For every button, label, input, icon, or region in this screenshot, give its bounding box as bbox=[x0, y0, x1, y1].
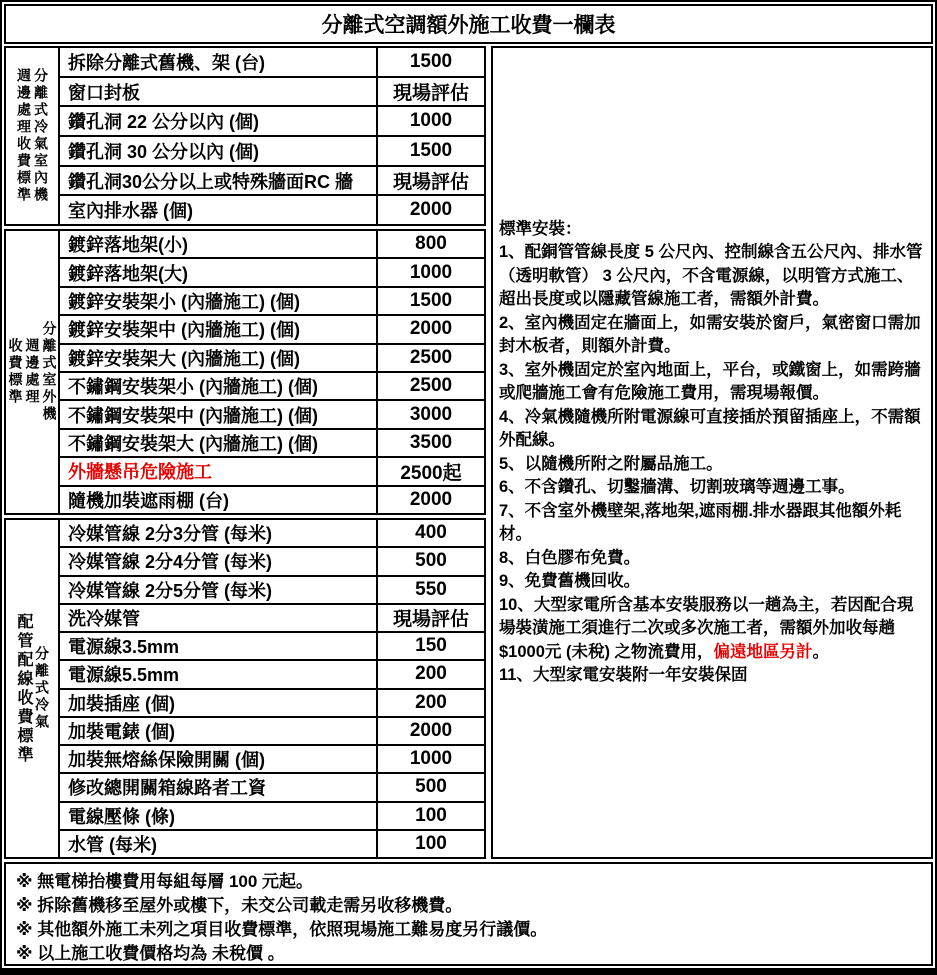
item-name-cell: 電源線5.5mm bbox=[60, 661, 378, 687]
fee-tables bbox=[4, 46, 486, 859]
item-name-cell: 水管 (每米) bbox=[60, 831, 378, 857]
note-segment: 10、大型家電所含基本安裝服務以一趟為主，若因配合現場裝潢施工須進行二次或多次施工者，需額外加收每趟 $1000元 (未稅) 之物流費用， bbox=[499, 595, 914, 661]
table-row bbox=[60, 137, 484, 167]
section-label-text-left: 配管配線收費標準 bbox=[15, 612, 32, 765]
item-name-cell: 冷媒管線 2分4分管 (每米) bbox=[60, 548, 378, 574]
notes-heading: 標準安裝： bbox=[499, 219, 582, 238]
price-cell: 2000 bbox=[409, 318, 453, 340]
footnote-line: ※ 其他額外施工未列之項目收費標準，依照現場施工難易度另行議價。 bbox=[16, 920, 548, 939]
table-row bbox=[60, 690, 484, 718]
section-label bbox=[6, 48, 60, 224]
item-name-cell: 加裝插座 (個) bbox=[60, 690, 378, 716]
price-cell: 500 bbox=[415, 550, 447, 572]
table-row bbox=[60, 548, 484, 576]
note-segment: 8、白色膠布免費。 bbox=[499, 548, 641, 567]
table-row bbox=[60, 78, 484, 108]
item-name-cell: 鍍鋅落地架(小) bbox=[60, 231, 378, 257]
price-cell: 2500 bbox=[409, 375, 453, 397]
item-name-cell: 鑽孔洞 22 公分以內 (個) bbox=[60, 107, 378, 135]
table-row bbox=[60, 458, 484, 486]
price-cell: 1000 bbox=[409, 110, 453, 132]
table-row bbox=[60, 288, 484, 316]
table-row bbox=[60, 577, 484, 605]
price-cell: 2500 bbox=[409, 346, 453, 368]
table-row bbox=[60, 605, 484, 633]
price-cell: 500 bbox=[415, 776, 447, 798]
price-cell: 2000 bbox=[409, 488, 453, 510]
price-cell: 現場評估 bbox=[392, 172, 469, 194]
price-cell: 150 bbox=[415, 635, 447, 657]
price-cell: 1500 bbox=[409, 139, 453, 161]
table-row bbox=[60, 345, 484, 373]
item-name-cell: 外牆懸吊危險施工 bbox=[60, 458, 378, 484]
item-name-cell: 鍍鋅安裝架中 (內牆施工) (個) bbox=[60, 316, 378, 342]
footnote-line: ※ 無電梯抬樓費用每組每層 100 元起。 bbox=[16, 872, 314, 891]
section-label-text: 分離式冷氣室內機 週邊處理收費標準 bbox=[16, 68, 49, 204]
price-cell: 現場評估 bbox=[392, 609, 469, 631]
table-row bbox=[60, 746, 484, 774]
fee-section-2 bbox=[4, 229, 486, 515]
price-cell: 1500 bbox=[409, 290, 453, 312]
table-row bbox=[60, 48, 484, 78]
table-row bbox=[60, 718, 484, 746]
section-rows bbox=[60, 48, 484, 224]
note-segment: 偏遠地區另計 bbox=[713, 642, 813, 661]
table-row bbox=[60, 831, 484, 857]
footnote-line: ※ 以上施工收費價格均為 未稅價 。 bbox=[16, 944, 285, 963]
price-cell: 100 bbox=[415, 832, 447, 854]
price-cell: 1500 bbox=[409, 50, 453, 72]
item-name-cell: 鑽孔洞30公分以上或特殊牆面RC 牆 bbox=[60, 167, 378, 195]
note-line bbox=[499, 241, 925, 312]
note-line bbox=[499, 406, 925, 453]
main-area bbox=[4, 46, 933, 859]
table-row bbox=[60, 430, 484, 458]
item-name-cell: 洗冷媒管 bbox=[60, 605, 378, 631]
note-segment: 4、冷氣機隨機所附電源線可直接插於預留插座上，不需額外配線。 bbox=[499, 407, 921, 449]
price-cell: 2000 bbox=[409, 199, 453, 221]
item-name-cell: 窗口封板 bbox=[60, 78, 378, 106]
price-cell: 1000 bbox=[409, 261, 453, 283]
item-name-cell: 不鏽鋼安裝架小 (內牆施工) (個) bbox=[60, 373, 378, 399]
item-name-cell: 拆除分離式舊機、架 (台) bbox=[60, 48, 378, 76]
item-name-cell: 冷媒管線 2分5分管 (每米) bbox=[60, 577, 378, 603]
item-name-cell: 加裝無熔絲保險開關 (個) bbox=[60, 746, 378, 772]
price-cell: 800 bbox=[415, 233, 447, 255]
item-name-cell: 不鏽鋼安裝架中 (內牆施工) (個) bbox=[60, 401, 378, 427]
note-line bbox=[499, 547, 925, 571]
price-cell: 200 bbox=[415, 663, 447, 685]
table-row bbox=[60, 259, 484, 287]
note-line bbox=[499, 359, 925, 406]
note-line bbox=[499, 312, 925, 359]
item-name-cell: 鍍鋅安裝架小 (內牆施工) (個) bbox=[60, 288, 378, 314]
section-label bbox=[6, 231, 60, 513]
item-name-cell: 鍍鋅落地架(大) bbox=[60, 259, 378, 285]
table-row bbox=[60, 661, 484, 689]
item-name-cell: 修改總開關箱線路者工資 bbox=[60, 774, 378, 800]
note-segment: 5、以隨機所附之附屬品施工。 bbox=[499, 454, 723, 473]
price-cell: 550 bbox=[415, 578, 447, 600]
section-label-text-right: 分離式冷氣 bbox=[34, 646, 50, 731]
section-rows bbox=[60, 520, 484, 857]
page-title: 分離式空調額外施工收費一欄表 bbox=[4, 4, 933, 44]
note-segment: 2、室內機固定在牆面上，如需安裝於窗戶，氣密窗口需加封木板者，則額外計費。 bbox=[499, 313, 921, 355]
note-segment: 9、免費舊機回收。 bbox=[499, 572, 641, 590]
note-line bbox=[499, 594, 925, 665]
price-cell: 1000 bbox=[409, 748, 453, 770]
item-name-cell: 加裝電錶 (個) bbox=[60, 718, 378, 744]
table-row bbox=[60, 107, 484, 137]
section-rows bbox=[60, 231, 484, 513]
table-row bbox=[60, 231, 484, 259]
item-name-cell: 冷媒管線 2分3分管 (每米) bbox=[60, 520, 378, 546]
price-cell: 3000 bbox=[409, 403, 453, 425]
price-cell: 2000 bbox=[409, 719, 453, 741]
table-row bbox=[60, 633, 484, 661]
fee-section-3 bbox=[4, 518, 486, 859]
table-row bbox=[60, 167, 484, 197]
note-line bbox=[499, 453, 925, 477]
table-row bbox=[60, 401, 484, 429]
note-segment: 6、不含鑽孔、切鑿牆溝、切割玻璃等週邊工事。 bbox=[499, 478, 855, 496]
item-name-cell: 電線壓條 (條) bbox=[60, 803, 378, 829]
price-cell: 400 bbox=[415, 522, 447, 544]
notes-list bbox=[499, 241, 925, 688]
table-row bbox=[60, 487, 484, 513]
section-label-text: 分離式室外機 週邊處理 收費標準 bbox=[7, 321, 58, 423]
item-name-cell: 鑽孔洞 30 公分以內 (個) bbox=[60, 137, 378, 165]
note-segment: 7、不含室外機壁架,落地架,遮雨棚.排水器跟其他額外耗材。 bbox=[499, 501, 902, 543]
table-row bbox=[60, 196, 484, 224]
price-cell: 200 bbox=[415, 691, 447, 713]
price-cell: 100 bbox=[415, 804, 447, 826]
note-segment: 1、配銅管管線長度 5 公尺內、控制線含五公尺內、排水管（透明軟管） 3 公尺內，不含電源線，以明管方式施工、超出長度或以隱藏管線施工者，需額外計費。 bbox=[499, 243, 923, 308]
table-row bbox=[60, 373, 484, 401]
item-name-cell: 室內排水器 (個) bbox=[60, 196, 378, 224]
table-row bbox=[60, 774, 484, 802]
note-segment: 11、大型家電安裝附一年安裝保固 bbox=[499, 666, 748, 684]
footnote-line: ※ 拆除舊機移至屋外或樓下，未交公司載走需另收移機費。 bbox=[16, 896, 463, 915]
note-segment: 3、室外機固定於室內地面上，平台，或鐵窗上，如需跨牆或爬牆施工會有危險施工費用，需現場報價。 bbox=[499, 360, 921, 402]
note-line bbox=[499, 476, 925, 500]
note-line bbox=[499, 664, 925, 688]
item-name-cell: 電源線3.5mm bbox=[60, 633, 378, 659]
note-segment: 。 bbox=[812, 642, 830, 661]
table-row bbox=[60, 316, 484, 344]
fee-section-1 bbox=[4, 46, 486, 226]
price-cell: 3500 bbox=[409, 432, 453, 454]
price-cell: 2500起 bbox=[400, 462, 462, 484]
section-label bbox=[6, 520, 60, 857]
table-row bbox=[60, 803, 484, 831]
price-cell: 現場評估 bbox=[392, 83, 469, 104]
item-name-cell: 不鏽鋼安裝架大 (內牆施工) (個) bbox=[60, 430, 378, 456]
item-name-cell: 隨機加裝遮雨棚 (台) bbox=[60, 487, 378, 513]
note-line bbox=[499, 570, 925, 594]
table-row bbox=[60, 520, 484, 548]
note-line bbox=[499, 500, 925, 547]
notes-panel bbox=[491, 46, 933, 859]
footnotes bbox=[4, 862, 933, 966]
item-name-cell: 鍍鋅安裝架大 (內牆施工) (個) bbox=[60, 345, 378, 371]
